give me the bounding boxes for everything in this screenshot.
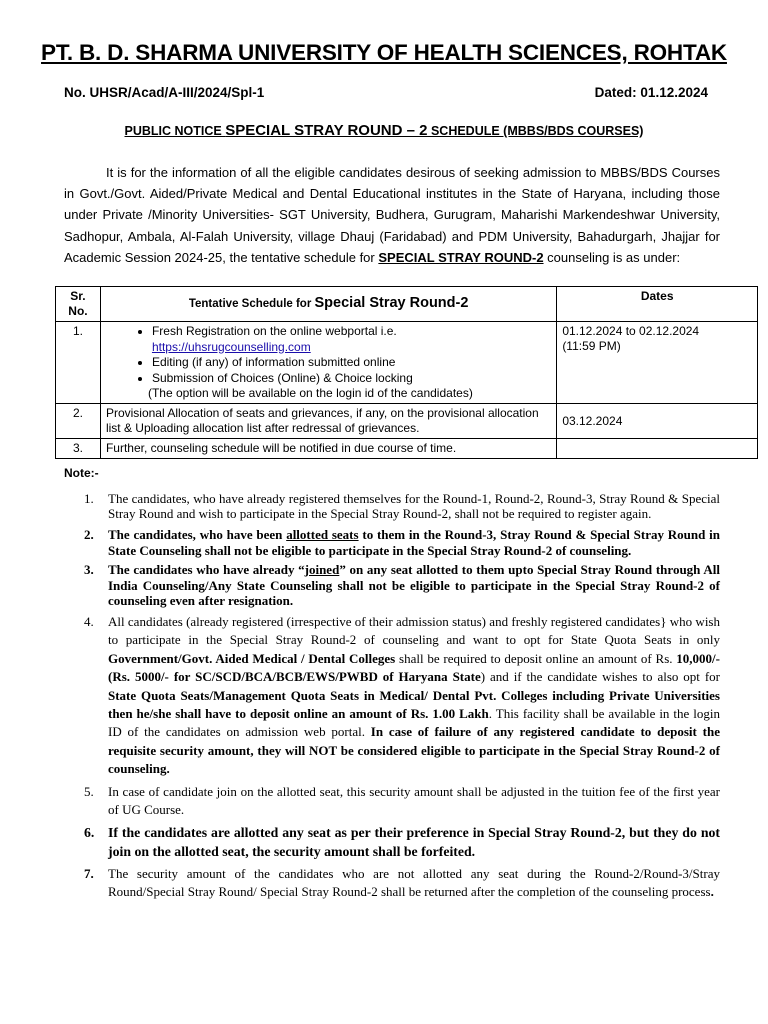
note-number: 4. — [84, 613, 94, 629]
note-underline: joined — [304, 562, 340, 578]
row-description — [100, 322, 556, 404]
note-bold: 10,000/- (Rs. 5000/- for SC/SCD/BCA/BCB/EWS/PWBD of Haryana State — [108, 650, 720, 685]
notice-title-prefix: PUBLIC NOTICE — [124, 124, 226, 138]
notice-title-suffix: SCHEDULE (MBBS/BDS COURSES) — [427, 124, 644, 138]
intro-highlight: SPECIAL STRAY ROUND-2 — [378, 249, 544, 265]
note-text: If the candidates are allotted any seat as per their preference in Special Stray Round-2, but they do not join on the allotted seat, the security amount shall be forfeited. — [108, 824, 720, 860]
list-item — [64, 783, 720, 819]
note-text: All candidates (already registered (irrespective of their admission status) and freshly registered candidates} who wish to participate in the Special Stray Round-2 of counseling and want to opt for State Quota Seats in only — [108, 613, 720, 648]
note-text: The security amount of the candidates who are not allotted any seat during the Round-2/Round-3/Stray Round/Special Stray Round/ Special Stray Round-2 shall be returned after the completion of the counseling process — [108, 865, 720, 899]
list-item — [64, 865, 720, 901]
row-sr: 2. — [56, 404, 101, 439]
university-title: PT. B. D. SHARMA UNIVERSITY OF HEALTH SCIENCES, ROHTAK — [41, 40, 727, 65]
list-item — [64, 823, 720, 862]
note-bold: Government/Govt. Aided Medical / Dental Colleges — [108, 650, 396, 666]
list-item — [152, 324, 551, 355]
list-item — [64, 613, 720, 779]
note-number: 3. — [84, 562, 94, 578]
row-sr: 1. — [56, 322, 101, 404]
counselling-portal-link[interactable]: https://uhsrugcounselling.com — [151, 339, 311, 354]
list-item — [64, 562, 720, 609]
header-schedule-large: Special Stray Round-2 — [314, 295, 469, 311]
note-number: 7. — [84, 865, 94, 881]
row-sr: 3. — [56, 439, 101, 459]
list-item — [64, 527, 720, 558]
table-row — [56, 404, 758, 439]
note-text: The candidates, who have been — [108, 527, 287, 542]
notice-title — [0, 122, 768, 140]
row-date: 03.12.2024 — [557, 404, 758, 439]
notice-title-round: SPECIAL STRAY ROUND – 2 — [225, 122, 428, 139]
row-date — [557, 439, 758, 459]
note-number: 1. — [84, 491, 94, 506]
note-text: ) and if the candidate wishes to also opt for — [480, 669, 721, 685]
note-number: 6. — [84, 824, 95, 840]
list-item: • Editing (if any) of information submitted online — [152, 355, 551, 371]
header-schedule-small: Tentative Schedule for — [188, 298, 315, 310]
note-label: Note:- — [64, 466, 99, 480]
note-bold: State Quota Seats/Management Quota Seats in Medical/ Dental Pvt. Colleges including Private Universities then he/she shall have to deposit online an amount of Rs. 1.00 Lakh — [108, 687, 720, 721]
note-text: The candidates who have already “ — [108, 562, 305, 578]
intro-text: It is for the information of all the eligible candidates desirous of seeking admission to MBBS/BDS Courses in Govt./Govt. Aided/Private Medical and Dental Educational institutes in the State of Haryana, including those under Private /Minority Universities- SGT University, Budhera, Gurugram, Maharishi Markendeshwar University, Sadhopur, Ambala, Al-Falah University, village Dhauj (Faridabad) and PDM University, Bahadurgarh, Jhajjar for Academic Session 2024-25, the tentative schedule for — [64, 165, 720, 265]
table-header-row — [56, 287, 758, 322]
row-description: Further, counseling schedule will be notified in due course of time. — [100, 439, 556, 459]
row-date — [557, 322, 758, 404]
header-dates: Dates — [557, 287, 758, 322]
row-bullet-list — [106, 324, 551, 386]
note-text: to them in the Round-3, Stray Round & Special Stray Round in State Counseling shall not be eligible to participate in the Special Stray Round-2 of counseling. — [108, 527, 720, 558]
intro-end: counseling is as under: — [543, 249, 681, 265]
schedule-table — [55, 286, 758, 459]
row-date-time: (11:59 PM) — [562, 339, 621, 353]
intro-paragraph — [64, 162, 720, 268]
list-item — [64, 491, 720, 521]
notes-list — [64, 491, 720, 901]
note-end: . — [710, 883, 714, 899]
note-text: ” on any seat allotted to them upto Special Stray Round through All India Counseling/Any State Counseling shall not be eligible to participate in the Special Stray Round-2 of counseling even after resignation. — [108, 562, 720, 609]
note-number: 2. — [84, 527, 94, 542]
note-text: The candidates, who have already registered themselves for the Round-1, Round-2, Round-3, Stray Round & Special Stray Round and wish to participate in the Special Stray Round-2, shall not be required to register again. — [108, 491, 720, 521]
row-description: Provisional Allocation of seats and grievances, if any, on the provisional allocation list & Uploading allocation list after redressal of grievances. — [100, 404, 556, 439]
header-sr-no: Sr. No. — [56, 287, 101, 322]
note-text: . This facility shall be available in the login ID of the candidates on admission web portal. — [108, 706, 720, 740]
note-bold: In case of failure of any registered candidate to deposit the requisite security amount, they will NOT be considered eligible to participate in the Special Stray Round-2 of counseling. — [108, 724, 720, 777]
notice-date: Dated: 01.12.2024 — [594, 85, 708, 100]
table-row — [56, 322, 758, 404]
list-item: • Submission of Choices (Online) & Choice locking — [152, 371, 551, 387]
header-schedule — [100, 287, 556, 322]
note-number: 5. — [84, 783, 94, 799]
table-row — [56, 439, 758, 459]
bullet-text: Fresh Registration on the online webportal i.e. — [151, 324, 397, 338]
reference-number: No. UHSR/Acad/A-III/2024/Spl-1 — [64, 85, 265, 100]
note-underline: allotted seats — [286, 527, 359, 542]
row-date-range: 01.12.2024 to 02.12.2024 — [562, 324, 700, 338]
option-note: (The option will be available on the login id of the candidates) — [147, 386, 473, 400]
note-text: shall be required to deposit online an amount of Rs. — [395, 650, 677, 666]
note-text: In case of candidate join on the allotted seat, this security amount shall be adjusted in the tuition fee of the first year of UG Course. — [108, 783, 720, 817]
